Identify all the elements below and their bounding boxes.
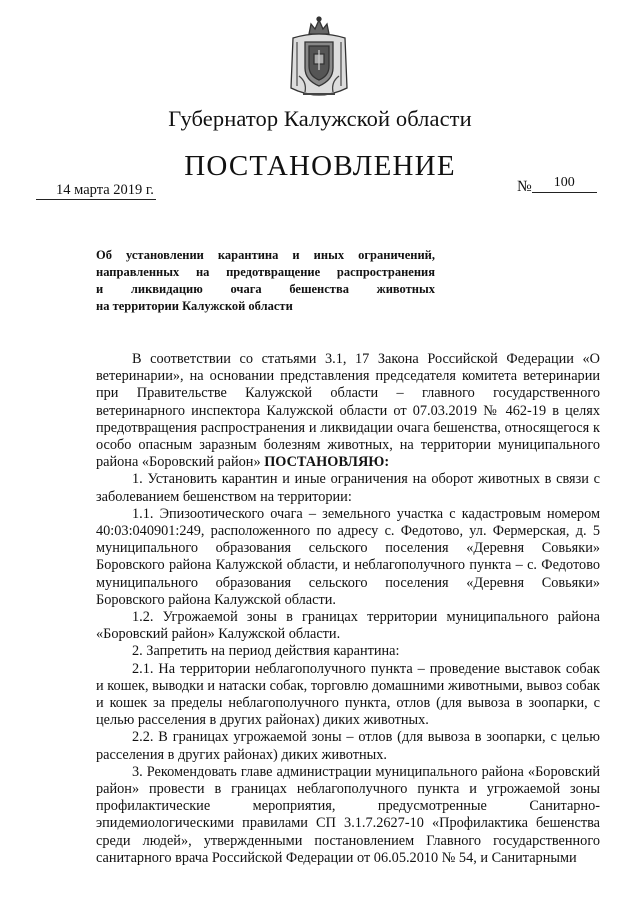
document-body [96,351,600,867]
number-sign: № [517,178,532,195]
number-value: 100 [532,174,597,193]
document-number [517,175,597,198]
subject-line: Об установлении карантина и иных ограничений, [96,248,435,262]
document-date: 14 марта 2019 г. [36,181,156,200]
issuer-title: Губернатор Калужской области [168,106,472,131]
body-paragraph: 1.1. Эпизоотического очага – земельного участка с кадастровым номером 40:03:040901:249, расположенного по адресу с. Федотово, ул. Фермерская, д. 5 муниципального образования сельского поселения «Деревня Совьяки» Боровского района Калужской области, и неблагополучного пункта – с. Федотово муниципального образования сельского поселения «Деревня Совьяки» Боровского района Калужской области. [96,505,600,608]
body-paragraph: 2.1. На территории неблагополучного пункта – проведение выставок собак и кошек, выводки и натаски собак, торговлю домашними животными, вывоз собак и кошек за пределы неблагополучного пункта, отлов (для вывоза в зоопарки, с целью расселения в других районах) диких животных. [96,660,600,729]
body-paragraph: 3. Рекомендовать главе администрации муниципального района «Боровский район» провести в границах неблагополучного пункта и угрожаемой зоны профилактические мероприятия, предусмотренные Санитарно-эпидемиологическими правилами СП 3.1.7.2627-10 «Профилактика бешенства среди людей», утвержденными постановлением Главного государственного санитарного врача Российской Федерации от 06.05.2010 № 54, и Санитарными [96,763,600,866]
body-paragraph: 2. Запретить на период действия карантина: [132,643,400,660]
subject-line: направленных на предотвращение распространения [96,265,435,279]
subject-line: и ликвидацию очага бешенства животных [96,282,435,296]
intro-paragraph [96,351,600,471]
body-paragraph: 1. Установить карантин и иные ограничения на оборот животных в связи с заболеванием бешенством на территории: [96,471,600,505]
body-paragraph: 1.2. Угрожаемой зоны в границах территории муниципального района «Боровский район» Калужской области. [96,609,600,643]
decree-word: ПОСТАНОВЛЯЮ: [264,454,390,471]
body-paragraph: 2.2. В границах угрожаемой зоны – отлов (для вывоза в зоопарки, с целью расселения в других районах) диких животных. [96,729,600,763]
intro-text: В соответствии со статьями 3.1, 17 Закона Российской Федерации «О ветеринарии», на основании представления председателя комитета ветеринарии при Правительстве Калужской области – главного государственного ветеринарного инспектора Калужской области от 07.03.2019 № 462-19 в целях предотвращения распространения и ликвидации очага бешенства, относящегося к особо опасным заразным болезням животных, на территории муниципального района «Боровский район» [96,351,600,471]
document-subject [96,247,435,315]
subject-line: на территории Калужской области [96,299,293,313]
coat-of-arms-emblem [287,16,351,102]
document-type-title: ПОСТАНОВЛЕНИЕ [184,150,456,182]
